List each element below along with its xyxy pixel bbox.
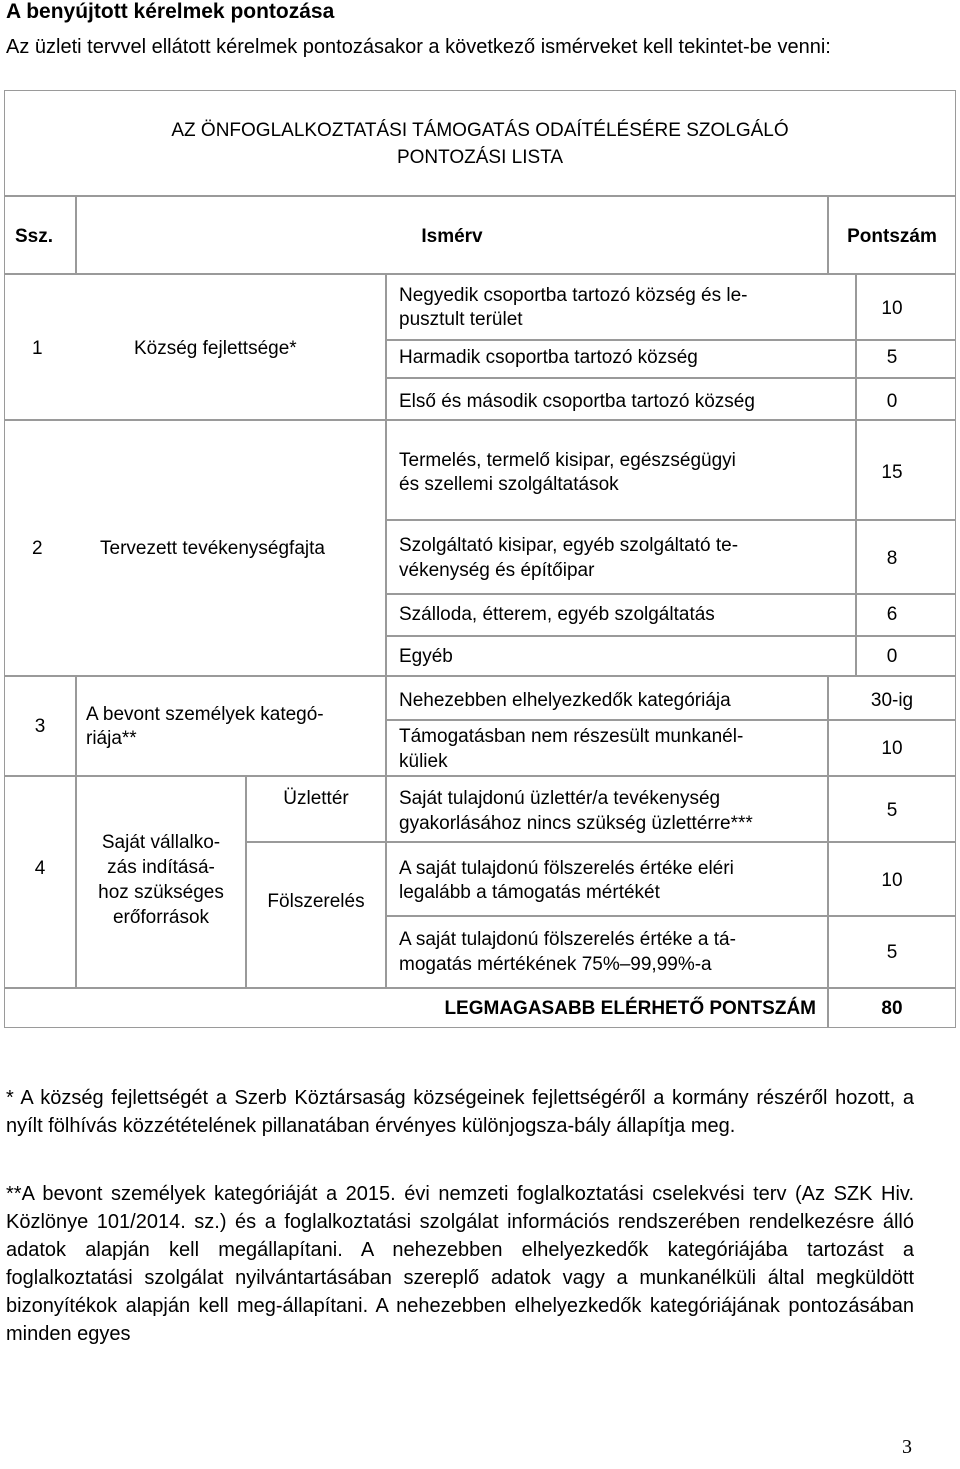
row1-opt3-points: 0 — [886, 391, 898, 412]
row2-opt4-points: 0 — [886, 646, 898, 667]
row4-label-line3: hoz szükséges — [98, 882, 224, 903]
row4-opt3-line1: A saját tulajdonú fölszerelés értéke a tá- — [399, 929, 736, 950]
row1-opt2-points: 5 — [886, 347, 898, 368]
row2-opt2-points: 8 — [886, 548, 898, 569]
row4-opt3-line2: mogatás mértékének 75%–99,99%-a — [399, 954, 712, 975]
row4-opt2-line1: A saját tulajdonú fölszerelés értéke eléri — [399, 858, 734, 879]
row2-opt1-points: 15 — [881, 462, 903, 483]
row2-opt4-cell — [386, 636, 856, 676]
row1-opt1-points: 10 — [881, 298, 903, 319]
intro-paragraph: Az üzleti tervvel ellátott kérelmek pontozásakor a következő ismérveket kell tekintet-be venni: — [6, 36, 831, 58]
row3-opt1: Nehezebben elhelyezkedők kategóriája — [399, 690, 731, 711]
row4-number: 4 — [34, 858, 46, 879]
row2-opt4: Egyéb — [399, 646, 453, 667]
col-header-ismerv: Ismérv — [421, 226, 483, 247]
row4-label-line2: zás indításá- — [107, 857, 215, 878]
col-header-ssz: Ssz. — [15, 226, 54, 247]
row1-opt3: Első és második csoportba tartozó község — [399, 391, 755, 412]
row3-label-line1: A bevont személyek kategó- — [86, 704, 324, 725]
row4-opt2-points: 10 — [881, 870, 903, 891]
row2-opt2-line2: vékenység és építőipar — [399, 560, 595, 581]
row2-opt1-line1: Termelés, termelő kisipar, egészségügyi — [399, 450, 736, 471]
row3-number: 3 — [34, 716, 46, 737]
row2-label: Tervezett tevékenységfajta — [100, 538, 325, 559]
row4-opt1-line2: gyakorlásához nincs szükség üzlettérre*** — [399, 813, 753, 834]
row2-number: 2 — [32, 538, 43, 559]
section-heading: A benyújtott kérelmek pontozása — [6, 0, 335, 23]
row4-opt1-points: 5 — [886, 800, 898, 821]
col-header-pontszam: Pontszám — [847, 226, 937, 247]
row1-opt1-line1: Negyedik csoportba tartozó község és le- — [399, 285, 748, 306]
row2-opt2-line1: Szolgáltató kisipar, egyéb szolgáltató te- — [399, 535, 739, 556]
row1-opt2: Harmadik csoportba tartozó község — [399, 347, 698, 368]
row4-label-line4: erőforrások — [112, 907, 210, 928]
row4-label-line1: Saját vállalko- — [101, 832, 221, 853]
table-title-cell — [4, 90, 956, 196]
table-title-line1: AZ ÖNFOGLALKOZTATÁSI TÁMOGATÁS ODAÍTÉLÉSÉRE SZOLGÁLÓ — [171, 120, 789, 141]
row1-number: 1 — [32, 338, 43, 359]
row4-sub2-cell — [246, 842, 386, 988]
footnote-1: * A község fejlettségét a Szerb Köztársaság községeinek fejlettségéről a kormány részéről hozott, a nyílt fölhívás közzétételének pillanatában érvényes különjogsza-bály állapítja meg. — [6, 1087, 914, 1137]
row4-opt1-line1: Saját tulajdonú üzlettér/a tevékenység — [399, 788, 721, 809]
row4-opt2-line2: legalább a támogatás mértékét — [399, 882, 660, 903]
row2-opt1-line2: és szellemi szolgáltatások — [399, 474, 619, 495]
row3-opt2-points: 10 — [881, 738, 903, 759]
row1-label: Község fejlettsége* — [134, 338, 297, 359]
row2-opt3-points: 6 — [886, 604, 898, 625]
row3-opt2-line2: küliek — [399, 751, 448, 772]
table-title-line2: PONTOZÁSI LISTA — [396, 147, 564, 168]
total-label: LEGMAGASABB ELÉRHETŐ PONTSZÁM — [444, 998, 816, 1019]
total-points: 80 — [881, 998, 903, 1019]
row1-opt1-line2: pusztult terület — [399, 309, 523, 330]
row3-opt1-points: 30-ig — [870, 690, 914, 711]
footnote-2: **A bevont személyek kategóriáját a 2015. évi nemzeti foglalkoztatási cselekvési terv (Az SZK Hiv. Közlönye 101/2014. sz.) és a foglalkoztatási szolgálat információs rendszerében rendelkezésre álló adatok alapján kell megállapítani. A nehezebben elhelyezkedők kategóriájába tartozást a foglalkoztatási szolgálat nyilvántartásában szereplő adatok vagy a munkanélküli által megküldött bizonyítékok alapján kell meg-állapítani. A nehezebben elhelyezkedők kategóriájának pontozásában minden egyes — [6, 1183, 914, 1345]
row3-opt2-line1: Támogatásban nem részesült munkanél- — [399, 726, 744, 747]
row3-label-line2: riája** — [86, 728, 137, 749]
page-number: 3 — [902, 1436, 912, 1458]
row4-opt3-points: 5 — [886, 942, 898, 963]
row2-opt3: Szálloda, étterem, egyéb szolgáltatás — [399, 604, 715, 625]
row4-sub1-label: Üzlettér — [283, 788, 349, 809]
row4-sub2-label: Fölszerelés — [267, 891, 365, 912]
row4-number-cell — [4, 776, 76, 988]
